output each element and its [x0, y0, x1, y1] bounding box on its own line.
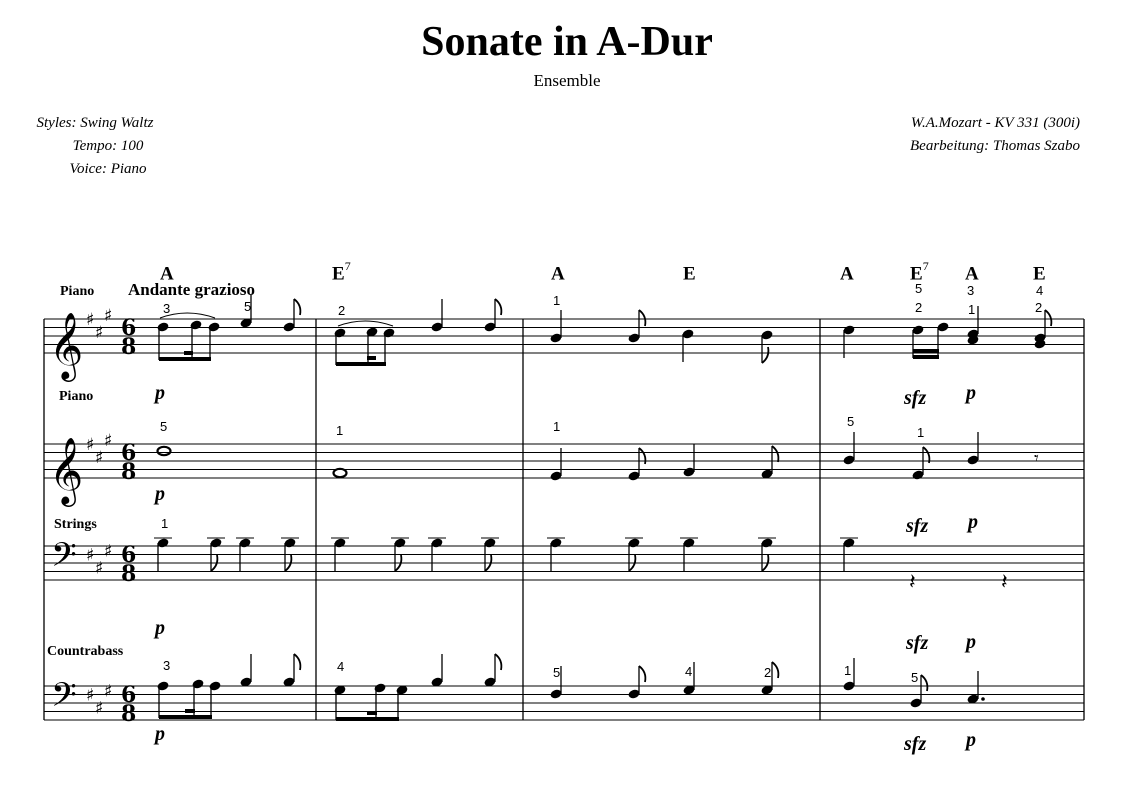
chord-symbol: A [840, 263, 854, 285]
quarter-rest-icon: 𝄽 [909, 570, 916, 595]
chord-symbol: $E^7$ [910, 259, 929, 285]
fingering: 1 [161, 516, 169, 531]
note [966, 432, 979, 466]
note [681, 328, 694, 362]
dynamic-sfz: sfz [906, 632, 929, 654]
beam [913, 355, 939, 359]
treble-clef-icon: 𝄞 [49, 436, 84, 504]
sharp-icon: ♯ [86, 310, 95, 330]
flag [639, 666, 645, 682]
treble-clef-icon [49, 306, 136, 382]
voice-label: Voice: Piano [69, 161, 147, 177]
notehead [158, 447, 171, 455]
flag [1045, 310, 1051, 326]
styles-label: Styles: Swing Waltz [36, 115, 154, 131]
beam [184, 351, 193, 355]
dynamic-p: p [966, 382, 976, 404]
fingering: 1 [844, 663, 852, 678]
fingering: 4 [685, 664, 693, 679]
note [549, 310, 562, 344]
sharp-icon: ♯ [95, 322, 104, 343]
score-title: Sonate in A-Dur [421, 19, 713, 65]
fingering: 3 [163, 301, 171, 316]
beam [159, 715, 212, 719]
time-signature-bottom: 8 [121, 701, 137, 727]
beam [185, 709, 195, 713]
eighth-rest-icon: 𝄾 [1034, 448, 1039, 469]
time-signature-bottom: 8 [121, 459, 137, 485]
sharp-icon: ♯ [86, 685, 95, 706]
note [627, 448, 645, 482]
time-signature-top: 6 [121, 315, 137, 341]
fingering: 3 [967, 283, 975, 298]
fingering: 1 [553, 419, 561, 434]
dynamic-sfz: sfz [904, 733, 927, 755]
notes [154, 295, 1051, 721]
flag [772, 446, 778, 462]
fingering: 2 [915, 300, 923, 315]
note [430, 299, 443, 333]
arranger-label: Bearbeitung: Thomas Szabo [910, 138, 1080, 154]
tempo-label: Tempo: 100 [72, 138, 144, 154]
fingering: 2 [764, 665, 772, 680]
dynamic-p: p [966, 631, 976, 653]
beam [367, 711, 377, 715]
dynamic-sfz: sfz [906, 515, 929, 537]
dynamic-p: p [966, 729, 976, 751]
clefs [49, 306, 136, 727]
time-signature-bottom: 8 [121, 334, 137, 360]
flag [495, 654, 501, 670]
tempo-marking: Andante grazioso [128, 280, 256, 299]
fingering: 5 [160, 419, 168, 434]
slur [338, 321, 393, 326]
time-signature-bottom: 8 [121, 561, 137, 587]
dynamic-p: p [968, 511, 978, 533]
bass-clef-icon: 𝄢 [51, 676, 77, 723]
flag [772, 662, 778, 678]
quarter-rest-icon: 𝄽 [1001, 570, 1008, 595]
note [239, 654, 252, 688]
fingering: 3 [163, 658, 171, 673]
dynamic-sfz: sfz [904, 387, 927, 409]
chord-symbol: $E^7$ [332, 259, 351, 285]
fingering: 5 [847, 414, 855, 429]
beam [336, 717, 399, 721]
time-signature-top: 6 [121, 440, 137, 466]
fingering: 2 [1035, 300, 1043, 315]
fingering: 5 [244, 299, 252, 314]
beam [336, 362, 386, 366]
flag [921, 675, 927, 691]
treble-clef-icon: 𝄞 [49, 311, 84, 379]
note [966, 671, 984, 705]
treble-clef-icon [49, 431, 136, 507]
note [842, 432, 855, 466]
dynamic-p: p [155, 483, 165, 505]
sharp-icon: ♯ [95, 698, 104, 719]
staff-name-piano-2: Piano [59, 389, 94, 404]
note [1033, 310, 1051, 344]
sharp-icon: ♯ [95, 447, 104, 468]
fingering: 4 [337, 659, 345, 674]
fingering: 1 [553, 293, 561, 308]
chord-symbol: E [1033, 263, 1046, 285]
note [158, 447, 171, 455]
fingering: 1 [336, 423, 344, 438]
fingering: 4 [1036, 283, 1044, 298]
dot [981, 697, 985, 701]
note [627, 310, 645, 344]
dynamic-p: p [155, 617, 165, 639]
staff-name-strings: Strings [54, 517, 97, 532]
flag [639, 448, 645, 464]
fingering: 5 [553, 665, 561, 680]
note [483, 654, 501, 688]
note [334, 469, 347, 477]
sharp-icon: ♯ [86, 435, 95, 455]
beam [367, 356, 376, 360]
dynamic-p: p [155, 382, 165, 404]
score-subtitle: Ensemble [533, 71, 601, 90]
sharp-icon: ♯ [104, 681, 113, 702]
sharp-icon: ♯ [104, 305, 113, 326]
note [430, 654, 443, 688]
beam [159, 357, 211, 361]
staff-name-piano-1: Piano [60, 284, 95, 299]
fingering: 1 [968, 302, 976, 317]
time-signature-top: 6 [121, 682, 137, 708]
sharp-icon: ♯ [104, 430, 113, 451]
note [760, 446, 778, 480]
bass-clef-icon [51, 677, 136, 728]
flag [294, 654, 300, 670]
flag [294, 299, 300, 315]
chord-symbol: E [683, 263, 696, 285]
sharp-icon: ♯ [95, 558, 104, 579]
flag [495, 299, 501, 315]
bass-clef-icon: 𝄢 [51, 536, 77, 583]
staff-name-countrabass: Countrabass [47, 644, 124, 659]
fingering: 5 [915, 281, 923, 296]
beam [913, 349, 939, 353]
notehead [334, 469, 347, 477]
sharp-icon: ♯ [104, 541, 113, 562]
flag [639, 310, 645, 326]
note [760, 329, 773, 363]
chord-symbol: A [551, 263, 565, 285]
chord-symbol: A [965, 263, 979, 285]
fingering: 5 [911, 670, 919, 685]
dynamic-p: p [155, 723, 165, 745]
time-signature-top: 6 [121, 542, 137, 568]
note [549, 448, 562, 482]
bass-clef-icon [51, 537, 136, 588]
flag [762, 347, 768, 363]
composer-label: W.A.Mozart - KV 331 (300i) [910, 115, 1080, 131]
fingering: 1 [917, 425, 925, 440]
chord-symbol: A [160, 263, 174, 285]
sharp-icon: ♯ [86, 545, 95, 566]
note [282, 654, 300, 688]
fingering: 2 [338, 303, 346, 318]
